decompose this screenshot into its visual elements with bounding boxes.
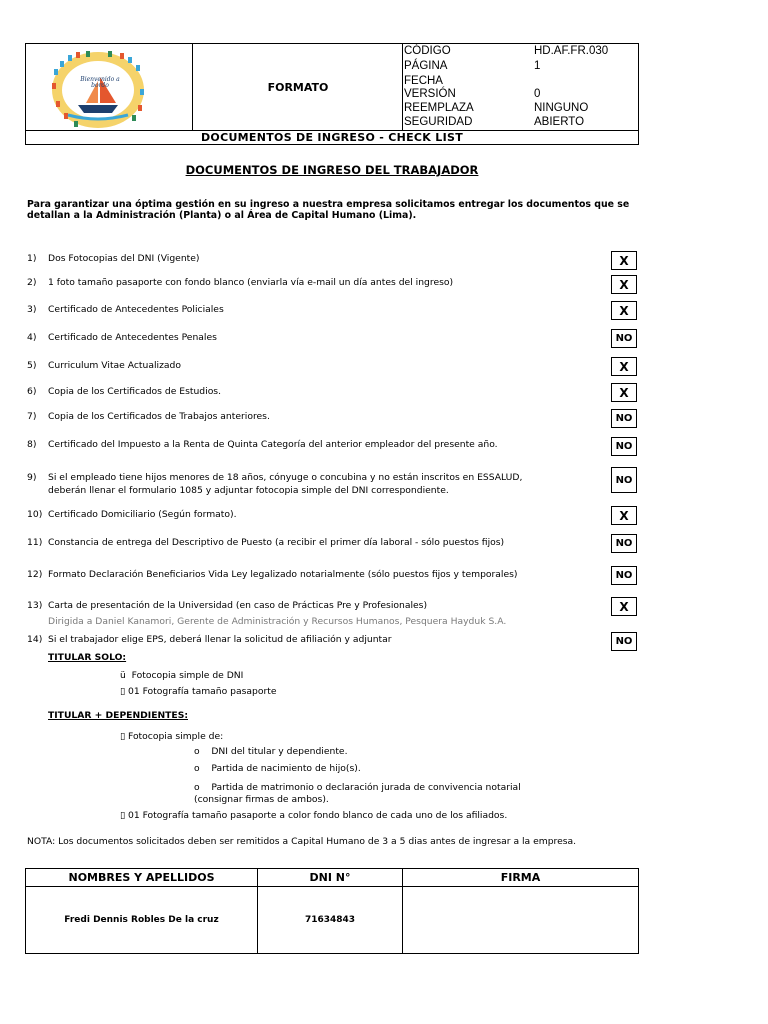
check-box[interactable]: X [611,357,637,376]
meta-reemplaza: REEMPLAZA NINGUNO [404,102,589,114]
check-box[interactable]: X [611,301,637,320]
bullet-icon: ▯ [120,686,128,697]
signature-table [25,868,639,954]
list-item: 11) Constancia de entrega del Descriptivo de Puesto (a recibir el primer día laboral - sólo puestos fijos) [27,537,505,548]
check-box[interactable]: NO [611,467,637,493]
sub-list-item: o Partida de matrimonio o declaración jurada de convivencia notarial [194,782,521,793]
sub-list-item-continuation: (consignar firmas de ambos). [194,794,329,805]
list-item: 5) Curriculum Vitae Actualizado [27,360,181,371]
cell-nombre: Fredi Dennis Robles De la cruz [64,915,219,925]
list-item: 13) Carta de presentación de la Universidad (en caso de Prácticas Pre y Profesionales) [27,600,428,611]
foto-afiliados-item: ▯ 01 Fotografía tamaño pasaporte a color fondo blanco de cada uno de los afiliados. [120,810,508,821]
bullet-icon: ▯ [120,810,128,821]
company-logo [48,49,148,131]
sub-list-item: o DNI del titular y dependiente. [194,746,348,757]
check-box[interactable]: X [611,275,637,294]
fotocopia-item: ▯ Fotocopia simple de: [120,731,224,742]
titular-solo-heading: TITULAR SOLO: [48,652,127,663]
titular-dependientes-heading: TITULAR + DEPENDIENTES: [48,710,188,721]
header-nombres: NOMBRES Y APELLIDOS [68,871,215,884]
check-box[interactable]: NO [611,534,637,553]
circle-bullet-icon: o [194,782,212,793]
check-box[interactable]: NO [611,329,637,348]
document-title: DOCUMENTOS DE INGRESO DEL TRABAJADOR [185,163,479,177]
intro-paragraph: Para garantizar una óptima gestión en su ingreso a nuestra empresa solicitamos entregar los documentos que se detallan a la Administración (Planta) o al Área de Capital Humano (Lima). [27,199,630,221]
circle-bullet-icon: o [194,746,212,757]
list-item: 6) Copia de los Certificados de Estudios. [27,386,222,397]
list-item: 1) Dos Fotocopias del DNI (Vigente) [27,253,200,264]
cell-dni: 71634843 [304,915,356,925]
header-firma: FIRMA [500,871,541,884]
meta-fecha: FECHA [404,75,443,87]
check-box[interactable]: X [611,506,637,525]
nota-text: NOTA: Los documentos solicitados deben ser remitidos a Capital Humano de 3 a 5 dias antes de ingresar a la empresa. [27,836,577,847]
list-item-continuation: deberán llenar el formulario 1085 y adjuntar fotocopia simple del DNI correspondiente. [48,485,449,496]
meta-version: VERSIÓN 0 [404,88,541,100]
list-item: 10) Certificado Domiciliario (Según formato). [27,509,237,520]
meta-seguridad: SEGURIDAD ABIERTO [404,116,585,128]
check-box[interactable]: NO [611,437,637,456]
list-item: 3) Certificado de Antecedentes Policiales [27,304,224,315]
sub-list-item: o Partida de nacimiento de hijo(s). [194,763,361,774]
check-box[interactable]: X [611,597,637,616]
list-item: 9) Si el empleado tiene hijos menores de 18 años, cónyuge o concubina y no están inscritos en ESSALUD, [27,472,523,483]
meta-codigo: CÓDIGO HD.AF.FR.030 [404,45,609,57]
titular-solo-item: ▯ 01 Fotografía tamaño pasaporte [120,686,277,697]
check-box[interactable]: X [611,251,637,270]
list-item-continuation: Dirigida a Daniel Kanamori, Gerente de Administración y Recursos Humanos, Pesquera Hayduk S.A. [48,616,507,627]
list-item: 12) Formato Declaración Beneficiarios Vida Ley legalizado notarialmente (sólo puestos fijos y temporales) [27,569,518,580]
titular-solo-item: ü Fotocopia simple de DNI [120,670,244,681]
bullet-icon: ü [120,670,132,681]
list-item: 4) Certificado de Antecedentes Penales [27,332,217,343]
check-box[interactable]: NO [611,409,637,428]
list-item: 2) 1 foto tamaño pasaporte con fondo blanco (enviarla vía e-mail un día antes del ingreso) [27,277,454,288]
circle-bullet-icon: o [194,763,212,774]
list-item: 8) Certificado del Impuesto a la Renta de Quinta Categoría del anterior empleador del presente año. [27,439,498,450]
list-item: 7) Copia de los Certificados de Trabajos anteriores. [27,411,270,422]
meta-pagina: PÁGINA 1 [404,60,541,72]
list-item: 14) Si el trabajador elige EPS, deberá llenar la solicitud de afiliación y adjuntar [27,634,392,645]
cell-firma[interactable] [403,887,638,953]
check-box[interactable]: NO [611,566,637,585]
check-box[interactable]: NO [611,632,637,651]
header-dni: DNI N° [309,871,351,884]
checklist-title: DOCUMENTOS DE INGRESO - CHECK LIST [201,131,463,144]
header-table [25,43,639,145]
format-label: FORMATO [267,80,329,94]
bullet-icon: ▯ [120,731,128,742]
check-box[interactable]: X [611,383,637,402]
logo-text: Bienvenido a bordo [80,76,120,89]
